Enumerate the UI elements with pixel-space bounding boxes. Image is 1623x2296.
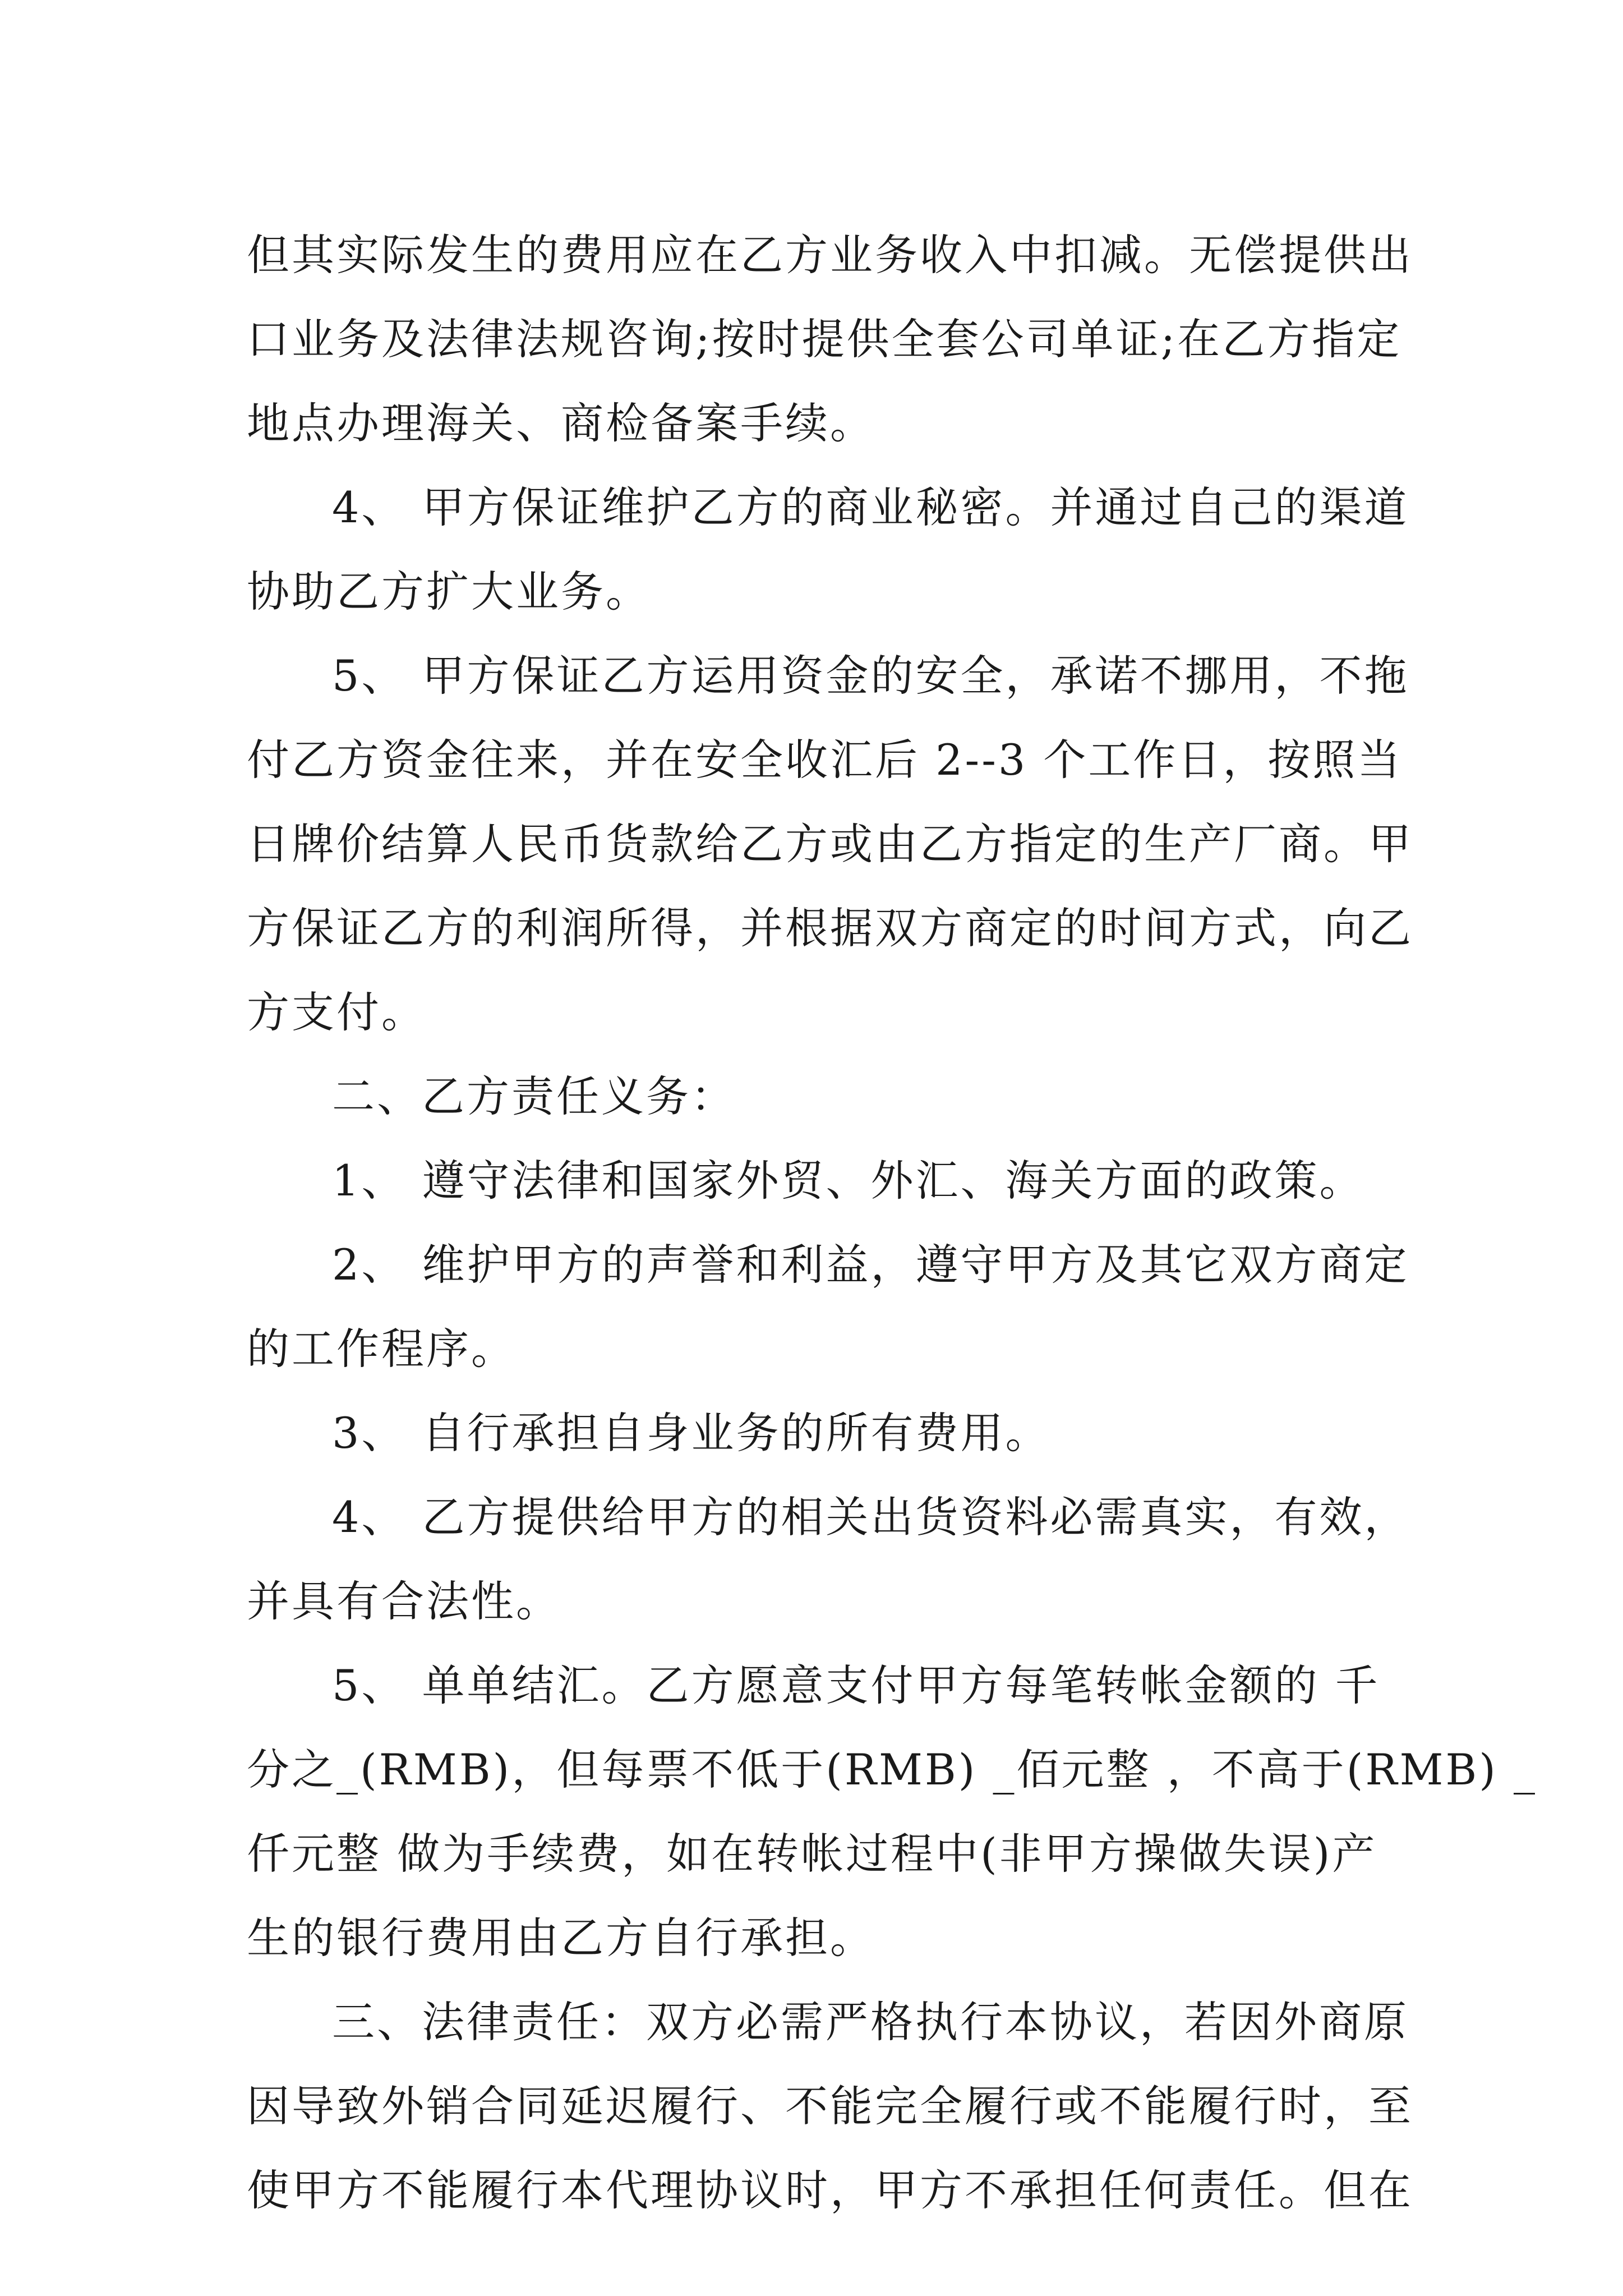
clause-b5-line: 5、 单单结汇。乙方愿意支付甲方每笔转帐金额的 千 <box>332 1660 1380 1710</box>
text-line: 口业务及法律法规咨询;按时提供全套公司单证;在乙方指定 <box>247 314 1402 364</box>
clause-b3-line: 3、 自行承担自身业务的所有费用。 <box>332 1408 1050 1458</box>
text-line: 因导致外销合同延迟履行、不能完全履行或不能履行时，至 <box>247 2081 1413 2131</box>
document-body <box>247 213 1538 2233</box>
text-line: 仟元整 做为手续费，如在转帐过程中(非甲方操做失误)产 <box>247 1829 1377 1879</box>
text-line: 方保证乙方的利润所得，并根据双方商定的时间方式，向乙 <box>247 903 1413 953</box>
text-line: 地点办理海关、商检备案手续。 <box>247 398 875 448</box>
text-line: 分之_(RMB)，但每票不低于(RMB) _佰元整 ，不高于(RMB) _ <box>247 1745 1538 1795</box>
clause-b4-line: 4、 乙方提供给甲方的相关出货资料必需真实，有效， <box>332 1492 1409 1542</box>
clause-b1-line: 1、 遵守法律和国家外贸、外汇、海关方面的政策。 <box>332 1156 1364 1205</box>
section-heading-legal-liability: 三、法律责任：双方必需严格执行本协议，若因外商原 <box>332 1997 1409 2047</box>
text-line: 付乙方资金往来，并在安全收汇后 2--3 个工作日，按照当 <box>247 735 1403 785</box>
text-line: 并具有合法性。 <box>247 1576 561 1626</box>
text-line: 但其实际发生的费用应在乙方业务收入中扣减。无偿提供出 <box>247 230 1413 280</box>
text-line: 方支付。 <box>247 987 426 1037</box>
text-line: 的工作程序。 <box>247 1324 516 1374</box>
clause-a5-line: 5、 甲方保证乙方运用资金的安全，承诺不挪用，不拖 <box>332 651 1409 701</box>
clause-b2-line: 2、 维护甲方的声誉和利益，遵守甲方及其它双方商定 <box>332 1240 1409 1290</box>
section-heading-party-b: 二、乙方责任义务： <box>332 1071 736 1121</box>
text-line: 日牌价结算人民币货款给乙方或由乙方指定的生产厂商。甲 <box>247 819 1413 869</box>
text-line: 使甲方不能履行本代理协议时，甲方不承担任何责任。但在 <box>247 2165 1413 2215</box>
clause-a4-line: 4、 甲方保证维护乙方的商业秘密。并通过自己的渠道 <box>332 482 1409 532</box>
text-line: 生的银行费用由乙方自行承担。 <box>247 1913 875 1963</box>
text-line: 协助乙方扩大业务。 <box>247 567 651 616</box>
